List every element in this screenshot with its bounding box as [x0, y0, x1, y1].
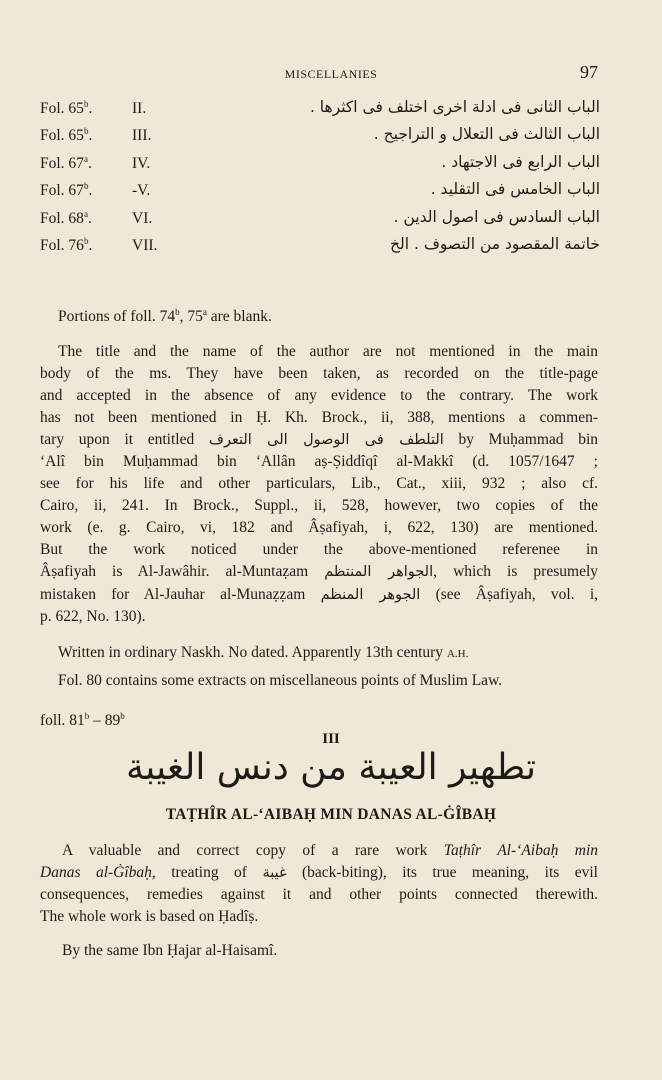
arabic-inline: التلطف فى الوصول الى التعرف: [208, 432, 444, 448]
text-line: and accepted in the absence of any evidence to the contrary. The work: [40, 387, 598, 404]
text-line: p. 622, No. 130).: [40, 608, 146, 625]
folio-ref: Fol. 76$^b$.: [40, 235, 93, 254]
text-line: ‘Alî bin Muḥammad bin ‘Allân aṣ-Ṣiddîqî al-Makkî (d. 1057/1647 ;: [40, 453, 598, 470]
text-line: But the work noticed under the above-mentioned referenee in: [40, 541, 598, 558]
blank-folios-note: Portions of foll. 74$^b$, 75$^a$ are blank.: [58, 307, 272, 325]
arabic-work-title: تطهير العيبة من دنس الغيبة: [125, 747, 536, 788]
folio-ref: Fol. 67$^b$.: [40, 181, 93, 200]
text-line: consequences, remedies against it and other points connected therewith.: [40, 886, 598, 903]
folio-ref: Fol. 68$^a$.: [40, 208, 92, 227]
author-byline: By the same Ibn Ḥajar al-Haisamî.: [62, 942, 278, 959]
text-line: Âṣafiyah is Al-Jawâhir. al-Muntaẓam الجواهر المنتظم, which is presumely: [40, 563, 598, 580]
folio-row: [40, 180, 600, 207]
text-line: see for his life and other particulars, Lib., Cat., xiii, 932 ; also cf.: [40, 475, 598, 492]
text-line: The whole work is based on Ḥadîṣ.: [40, 908, 259, 925]
folio-row: [40, 125, 600, 152]
folio-ref: Fol. 67$^a$.: [40, 153, 92, 172]
running-title: MISCELLANIES: [284, 67, 378, 81]
folio-row: [40, 235, 600, 262]
folio-row: [40, 153, 600, 180]
text-line: A valuable and correct copy of a rare work Taṭhîr Al-‘Aibaḥ min: [62, 842, 598, 859]
folio-list: [40, 98, 600, 262]
chapter-arabic-title: الباب السادس فى اصول الدين .: [393, 207, 600, 226]
text-line: tary upon it entitled التلطف فى الوصول الى التعرف by Muḥammad bin: [40, 431, 599, 448]
fol80-note: Fol. 80 contains some extracts on miscellaneous points of Muslim Law.: [58, 672, 503, 689]
text-line: body of the ms. They have been taken, as recorded on the title-page: [40, 365, 598, 382]
arabic-inline: الجواهر المنتظم: [324, 564, 434, 580]
chapter-arabic-title: خاتمة المقصود من التصوف . الخ: [390, 234, 600, 253]
text-line: mistaken for Al-Jauhar al-Munaẓẓam الجوهر المنظم (see Âṣafiyah, vol. i,: [40, 586, 599, 603]
chapter-arabic-title: الباب الرابع فى الاجتهاد .: [441, 152, 600, 171]
work-title: TAṬHÎR AL-‘AIBAḤ MIN DANAS AL-ĠÎBAḤ: [165, 806, 497, 823]
text-line: Cairo, ii, 241. In Brock., Suppl., ii, 528, however, two copies of the: [40, 497, 598, 514]
page-number: 97: [580, 62, 598, 82]
chapter-number: III.: [132, 127, 152, 145]
text-line: has not been mentioned in Ḥ. Kh. Brock., ii, 388, mentions a commen-: [40, 409, 598, 426]
folio-ref: Fol. 65$^b$.: [40, 99, 93, 117]
chapter-number: IV.: [132, 154, 151, 172]
folio-row: [40, 208, 600, 235]
chapter-number: II.: [132, 100, 147, 117]
chapter-arabic-title: الباب الثانى فى ادلة اخرى اختلف فى اكثرها .: [309, 98, 600, 116]
folio-range: foll. 81$^b$ – 89$^b$: [40, 711, 125, 729]
script-date-note: Written in ordinary Naskh. No dated. Apparently 13th century A.H.: [58, 644, 469, 661]
chapter-arabic-title: الباب الثالث فى التعلال و التراجيح .: [373, 125, 600, 144]
text-line: Danas al-Ġîbaḥ, treating of غيبة (back-biting), its true meaning, its evil: [40, 864, 598, 881]
folio-row: [40, 98, 600, 125]
text-line: work (e. g. Cairo, vi, 182 and Âṣafiyah, i, 622, 130) are mentioned.: [40, 519, 598, 536]
running-head: [0, 64, 662, 84]
chapter-number: VI.: [132, 209, 153, 227]
arabic-inline: الجوهر المنظم: [320, 587, 421, 603]
chapter-number: -V.: [132, 182, 151, 200]
arabic-inline: غيبة: [262, 865, 287, 881]
chapter-arabic-title: الباب الخامس فى التقليد .: [430, 180, 600, 199]
section-number: III: [322, 731, 340, 747]
text-line: The title and the name of the author are not mentioned in the main: [58, 343, 598, 360]
chapter-number: VII.: [132, 236, 158, 254]
folio-ref: Fol. 65$^b$.: [40, 126, 93, 145]
